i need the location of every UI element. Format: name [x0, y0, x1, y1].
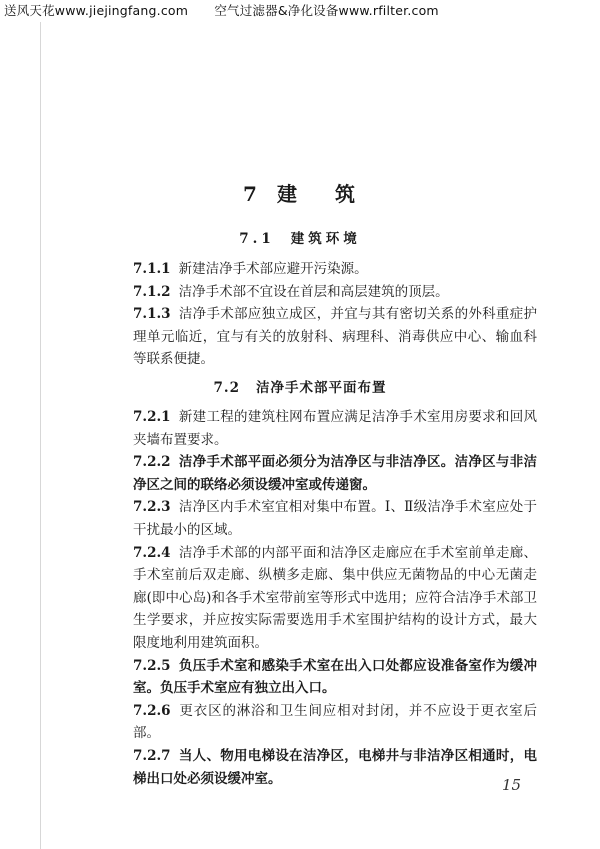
- clause-text: 洁净区内手术室宜相对集中布置。Ⅰ、Ⅱ级洁净手术室应处于干扰最小的区域。: [133, 499, 537, 538]
- clause-text: 负压手术室和感染手术室在出入口处都应设准备室作为缓冲室。负压手术室应有独立出入口。: [133, 657, 537, 697]
- clause-number: 7.2.5: [133, 657, 171, 674]
- clause-7-2-4: [133, 542, 537, 655]
- section-7-1-clauses: [133, 258, 537, 371]
- clause-7-1-2: [133, 281, 537, 304]
- clause-text: 新建工程的建筑柱网布置应满足洁净手术室用房要求和回风夹墙布置要求。: [133, 409, 537, 448]
- clause-text: 更衣区的淋浴和卫生间应相对封闭，并不应设于更衣室后部。: [133, 702, 537, 742]
- clause-number: 7.2.6: [133, 702, 171, 719]
- clause-number: 7.1.3: [133, 306, 171, 323]
- section-title: 建筑环境: [290, 231, 361, 247]
- section-number: 7.2: [213, 380, 240, 396]
- clause-7-2-2: [133, 451, 537, 496]
- section-heading-7-1: [0, 227, 600, 247]
- clause-text: 洁净手术部不宜设在首层和高层建筑的顶层。: [178, 283, 449, 300]
- chapter-title-char-2: 筑: [334, 182, 357, 206]
- clause-7-1-3: [133, 303, 537, 371]
- section-number: 7.1: [239, 231, 275, 247]
- clause-number: 7.2.7: [133, 747, 171, 764]
- clause-7-2-6: [133, 700, 537, 745]
- clause-text: 洁净手术部平面必须分为洁净区与非洁净区。洁净区与非洁净区之间的联络必须设缓冲室或传递窗。: [133, 454, 537, 493]
- clause-number: 7.2.3: [133, 499, 171, 516]
- clause-number: 7.1.1: [133, 261, 171, 277]
- section-heading-7-2: [0, 376, 600, 396]
- clause-7-2-5: [133, 655, 537, 700]
- clause-text: 当人、物用电梯设在洁净区，电梯井与非洁净区相通时，电梯出口处必须设缓冲室。: [133, 747, 537, 787]
- clause-number: 7.2.1: [133, 409, 171, 425]
- site-watermark: [4, 1, 461, 19]
- watermark-right: 空气过滤器&净化设备www.rfilter.com: [214, 3, 439, 18]
- chapter-number: 7: [243, 182, 259, 206]
- clause-number: 7.1.2: [133, 283, 171, 300]
- watermark-left: 送风天花www.jiejingfang.com: [4, 3, 189, 18]
- clause-7-2-3: [133, 496, 537, 541]
- page-number: 15: [502, 776, 522, 794]
- clause-text: 洁净手术部的内部平面和洁净区走廊应在手术室前单走廊、手术室前后双走廊、纵横多走廊、集中供应无菌物品的中心无菌走廊(即中心岛)和各手术室带前室等形式中选用；应符合洁净手术部卫生学要求，并应按实际需要选用手术室围护结构的设计方式，最大限度地利用建筑面积。: [133, 544, 537, 651]
- clause-7-2-7: [133, 745, 537, 790]
- section-7-2-clauses: [133, 406, 537, 790]
- clause-text: 洁净手术部应独立成区，并宜与其有密切关系的外科重症护理单元临近，宜与有关的放射科、病理科、消毒供应中心、输血科等联系便捷。: [133, 306, 537, 368]
- clause-7-1-1: [133, 258, 537, 281]
- chapter-title: [0, 178, 600, 207]
- chapter-title-char-1: 建: [276, 182, 299, 206]
- clause-number: 7.2.2: [133, 454, 171, 471]
- section-title: 洁净手术部平面布置: [256, 380, 387, 396]
- clause-text: 新建洁净手术部应避开污染源。: [178, 261, 368, 277]
- page-edge-shadow: [40, 22, 41, 849]
- clause-7-2-1: [133, 406, 537, 451]
- clause-number: 7.2.4: [133, 544, 171, 561]
